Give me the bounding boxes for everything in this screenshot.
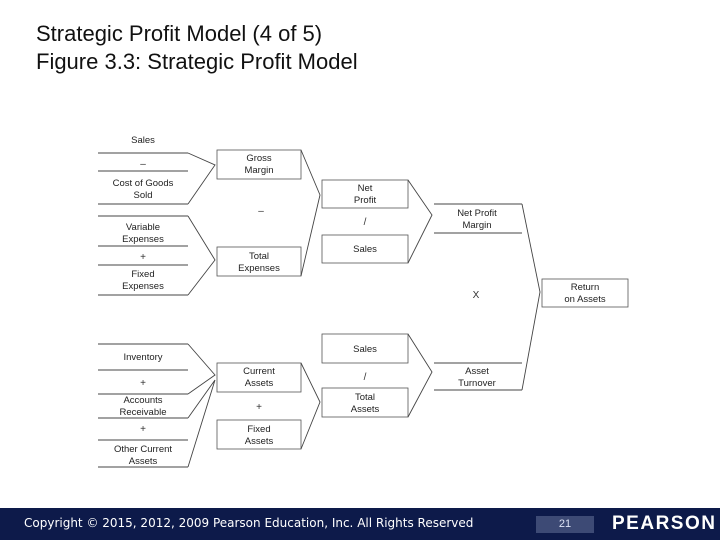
label-total-assets-1: Total — [354, 392, 376, 403]
label-fixed-assets-1: Fixed — [247, 424, 271, 435]
middle-column — [217, 150, 301, 449]
label-fixed-assets-2: Assets — [244, 436, 274, 447]
label-net-profit-margin-1: Net Profit — [457, 208, 497, 219]
label-sales: Sales — [131, 135, 155, 146]
label-gross-margin-2: Margin — [244, 165, 274, 176]
label-variable-1: Variable — [125, 222, 161, 233]
pearson-logo: PEARSON — [612, 513, 717, 534]
ratio-to-result-connectors — [408, 180, 432, 417]
label-total-expenses-1: Total — [248, 251, 270, 262]
left-to-mid-connectors — [188, 153, 215, 467]
operator-plus-left-2: + — [140, 378, 146, 389]
mid-to-ratio-connectors — [301, 150, 320, 449]
label-fixed-1: Fixed — [131, 269, 155, 280]
label-cogs-2: Sold — [133, 190, 153, 201]
label-current-assets-1: Current — [243, 366, 275, 377]
operator-minus-left: – — [140, 159, 146, 170]
label-sales-ratio-1: Sales — [353, 244, 377, 255]
operator-divide-1: / — [363, 217, 367, 228]
label-asset-turnover-1: Asset — [465, 366, 489, 377]
label-net-profit-1: Net — [357, 183, 373, 194]
operator-times: X — [472, 290, 480, 301]
label-current-assets-2: Assets — [244, 378, 274, 389]
label-fixed-2: Expenses — [122, 281, 164, 292]
label-ar-2: Receivable — [119, 407, 167, 418]
operator-plus-left-3: + — [140, 424, 146, 435]
ratio-column — [322, 180, 408, 417]
copyright-text: Copyright © 2015, 2012, 2009 Pearson Education, Inc. All Rights Reserved — [24, 516, 474, 530]
operator-minus-mid: – — [258, 206, 264, 217]
label-asset-turnover-2: Turnover — [458, 378, 496, 389]
label-cogs-1: Cost of Goods — [112, 178, 174, 189]
label-return-on-assets-2: on Assets — [564, 294, 606, 305]
label-ar-1: Accounts — [123, 395, 163, 406]
operator-plus-mid: + — [256, 402, 262, 413]
operator-plus-left-1: + — [140, 252, 146, 263]
label-oca-1: Other Current — [113, 444, 173, 455]
label-gross-margin-1: Gross — [246, 153, 272, 164]
label-return-on-assets-1: Return — [570, 282, 600, 293]
title-line-1: Strategic Profit Model (4 of 5) — [36, 21, 323, 46]
label-net-profit-margin-2: Margin — [462, 220, 492, 231]
page-number-badge: 21 — [536, 516, 594, 533]
title-line-2: Figure 3.3: Strategic Profit Model — [36, 49, 358, 74]
label-total-expenses-2: Expenses — [238, 263, 280, 274]
label-total-assets-2: Assets — [350, 404, 380, 415]
footer-bar — [0, 508, 720, 540]
label-sales-ratio-2: Sales — [353, 344, 377, 355]
label-oca-2: Assets — [128, 456, 158, 467]
result-column — [434, 204, 628, 390]
left-column-labels — [113, 135, 174, 467]
label-inventory: Inventory — [123, 352, 163, 363]
label-variable-2: Expenses — [122, 234, 164, 245]
operator-divide-2: / — [363, 372, 367, 383]
label-net-profit-2: Profit — [353, 195, 377, 206]
